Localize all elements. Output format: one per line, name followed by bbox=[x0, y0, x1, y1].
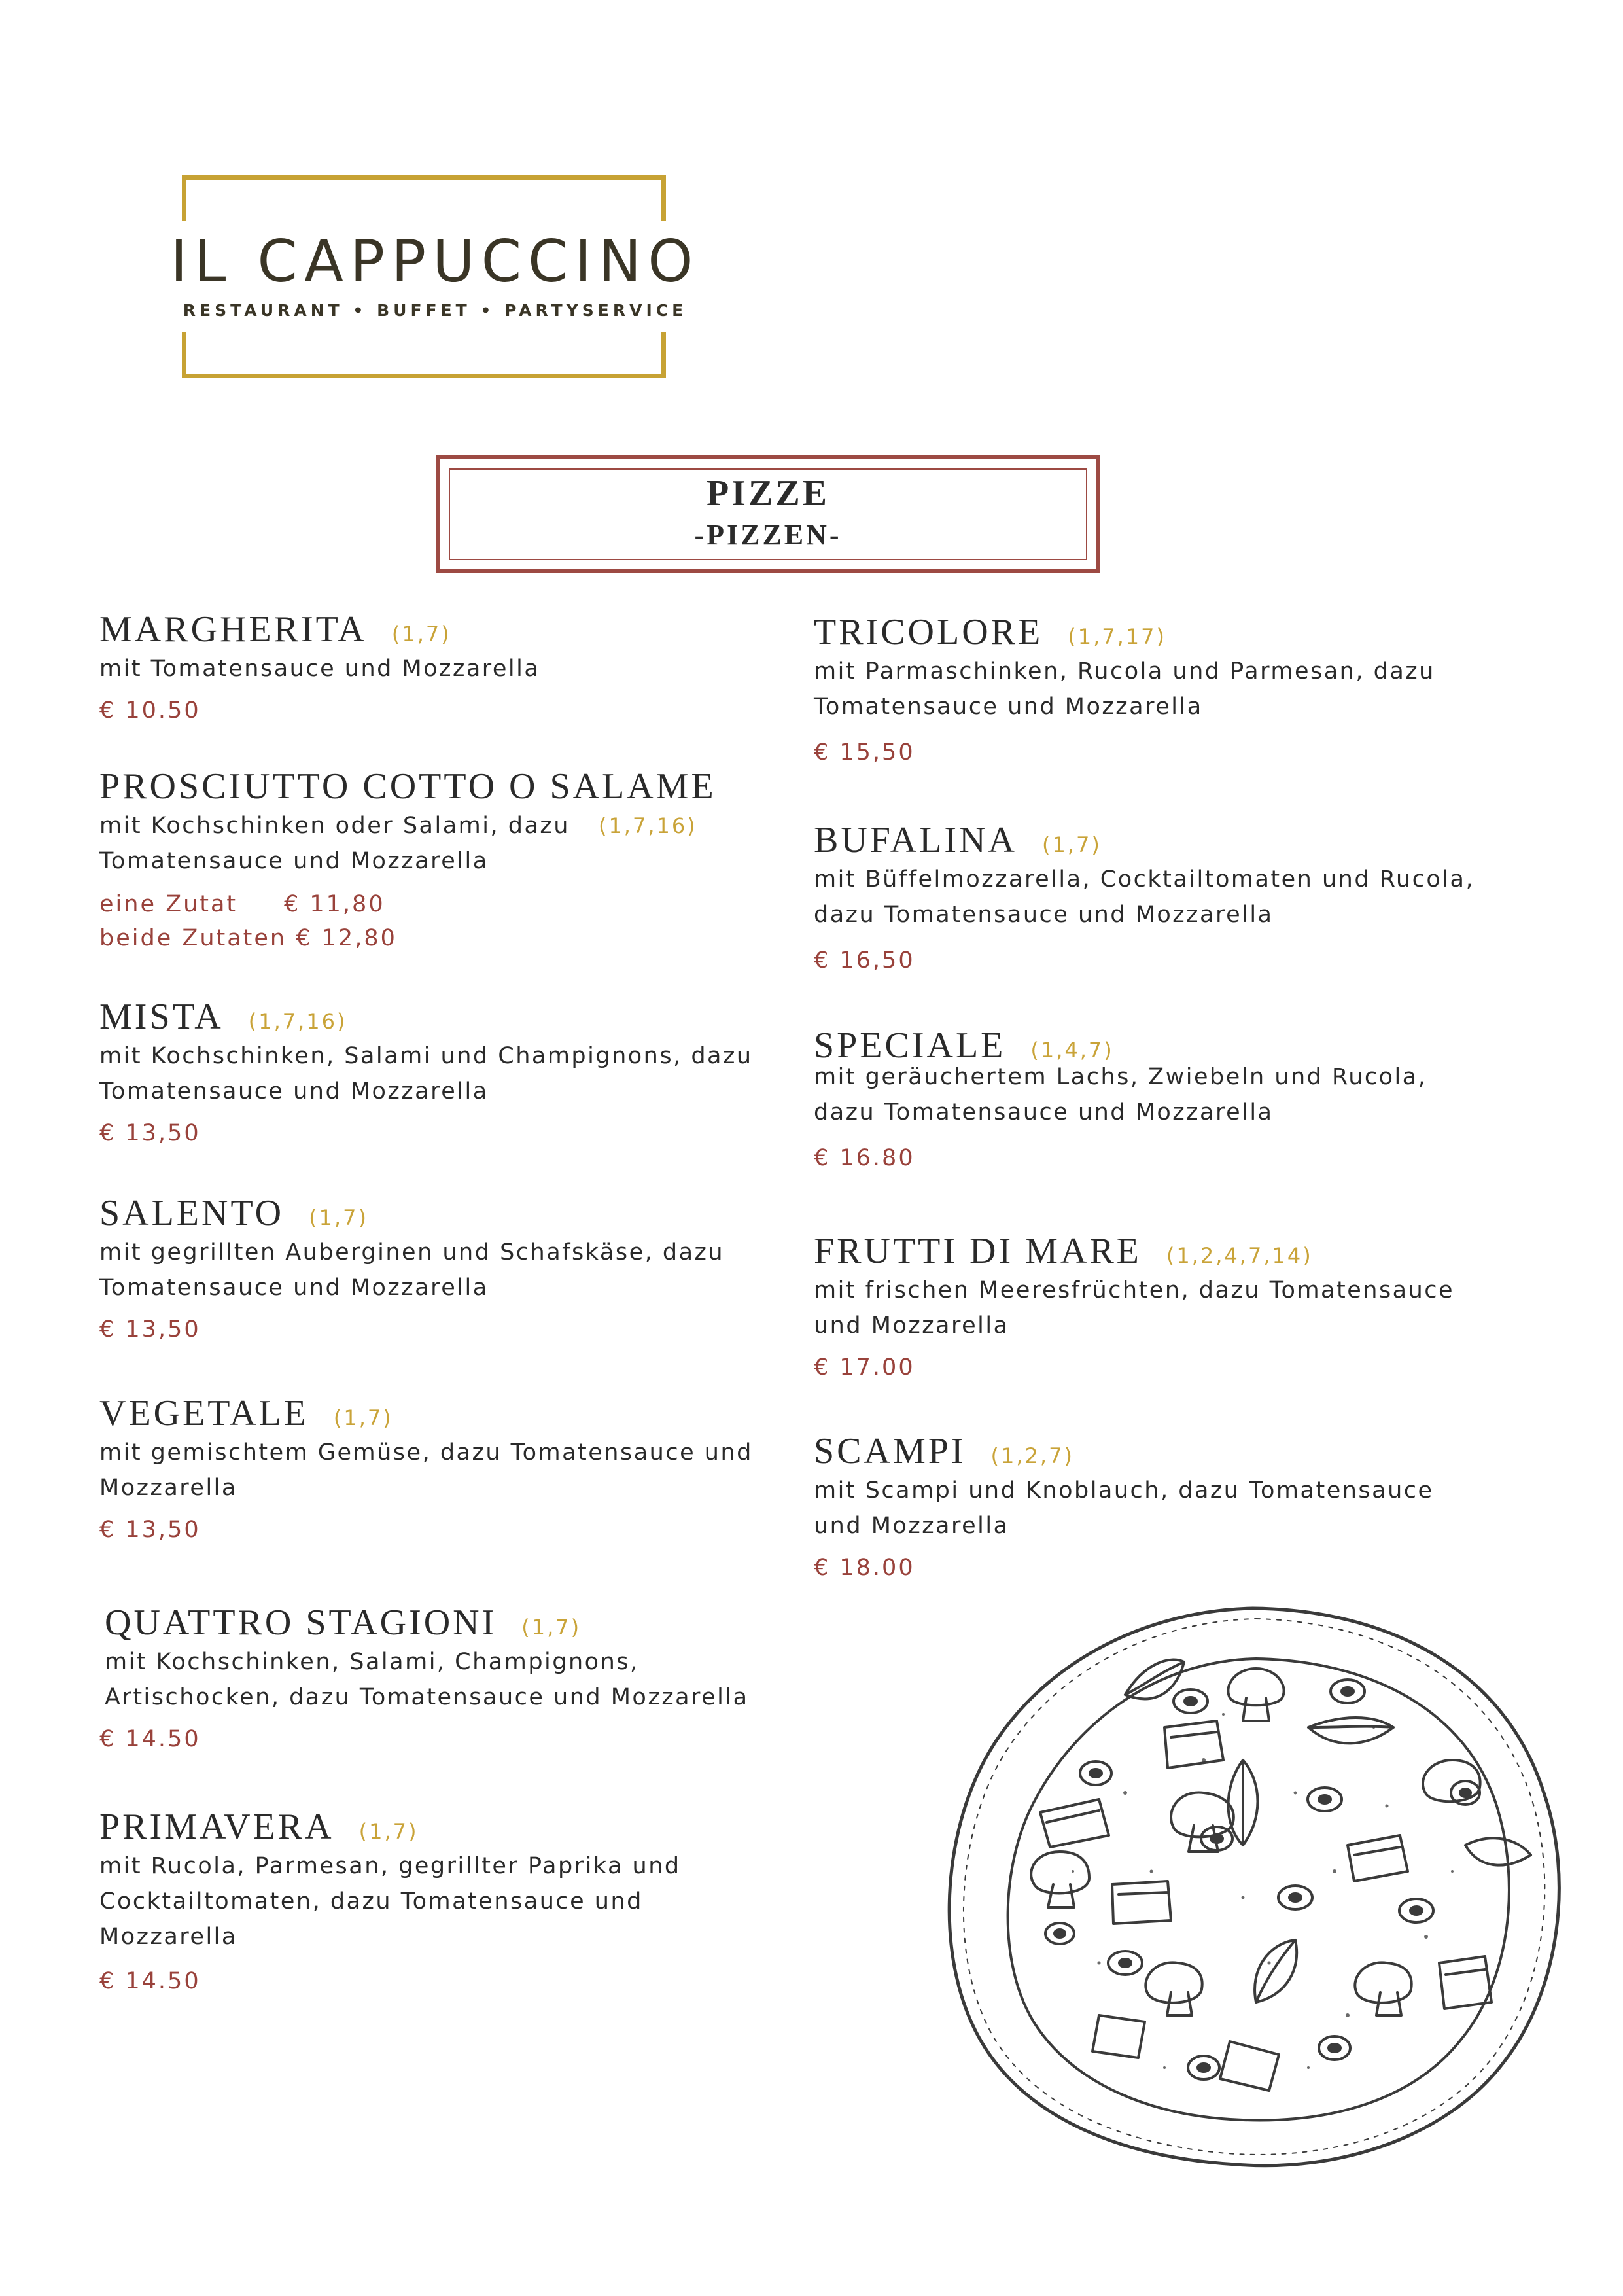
item-description: mit gegrillten Auberginen und Schafskäse, dazu bbox=[99, 1239, 725, 1265]
item-name: PRIMAVERA bbox=[99, 1807, 334, 1847]
section-subtitle: -PIZZEN- bbox=[694, 519, 842, 551]
menu-item-tricolore bbox=[814, 611, 1435, 766]
item-name: FRUTTI DI MARE bbox=[814, 1231, 1142, 1271]
item-description: mit Scampi und Knoblauch, dazu Tomatensauce bbox=[814, 1477, 1434, 1504]
item-name: MARGHERITA bbox=[99, 609, 367, 650]
item-description: und Mozzarella bbox=[814, 1513, 1009, 1539]
pizza-illustration bbox=[929, 1597, 1577, 2179]
logo-frame-bottom bbox=[182, 332, 666, 378]
item-description: mit Kochschinken, Salami, Champignons, bbox=[105, 1649, 639, 1675]
item-allergens: (1,7,16) bbox=[598, 813, 697, 838]
item-price: € 15,50 bbox=[814, 739, 915, 766]
item-name: MISTA bbox=[99, 997, 224, 1037]
item-allergens: (1,7) bbox=[521, 1615, 582, 1640]
logo-name: IL CAPPUCCINO bbox=[170, 228, 700, 295]
item-name: PROSCIUTTO COTTO O SALAME bbox=[99, 766, 716, 807]
item-description: mit Kochschinken oder Salami, dazu (1,7,16) bbox=[99, 813, 697, 839]
item-allergens: (1,7) bbox=[309, 1205, 368, 1230]
price-option-value: € 11,80 bbox=[284, 891, 385, 917]
menu-item-vegetale bbox=[99, 1392, 753, 1543]
item-name: TRICOLORE bbox=[814, 612, 1043, 652]
price-option bbox=[99, 921, 716, 955]
item-description: Tomatensauce und Mozzarella bbox=[99, 848, 489, 874]
item-description: mit Kochschinken, Salami und Champignons, dazu bbox=[99, 1043, 753, 1069]
item-allergens: (1,7) bbox=[333, 1405, 393, 1430]
item-allergens: (1,7,16) bbox=[248, 1009, 347, 1034]
menu-item-mista bbox=[99, 996, 753, 1146]
menu-item-frutti-di-mare bbox=[814, 1230, 1454, 1381]
item-description: mit geräuchertem Lachs, Zwiebeln und Rucola, bbox=[814, 1064, 1427, 1090]
item-allergens: (1,2,4,7,14) bbox=[1166, 1243, 1313, 1268]
item-description: Tomatensauce und Mozzarella bbox=[814, 694, 1203, 720]
price-option-label: beide Zutaten bbox=[99, 925, 287, 951]
item-allergens: (1,4,7) bbox=[1030, 1038, 1114, 1063]
item-name: QUATTRO STAGIONI bbox=[105, 1602, 497, 1643]
logo bbox=[157, 170, 713, 393]
item-description: mit Parmaschinken, Rucola und Parmesan, dazu bbox=[814, 658, 1435, 684]
price-option-label: eine Zutat bbox=[99, 891, 238, 917]
item-allergens: (1,7,17) bbox=[1068, 624, 1166, 649]
section-title: PIZZE bbox=[706, 473, 830, 514]
item-name: VEGETALE bbox=[99, 1393, 309, 1434]
menu-item-margherita bbox=[99, 609, 540, 724]
item-price: € 16.80 bbox=[814, 1145, 915, 1171]
menu-item-speciale bbox=[814, 1025, 1427, 1171]
item-description: mit Büffelmozzarella, Cocktailtomaten und Rucola, bbox=[814, 866, 1475, 892]
menu-item-bufalina bbox=[814, 819, 1475, 974]
item-allergens: (1,7) bbox=[391, 622, 451, 646]
item-description: und Mozzarella bbox=[814, 1313, 1009, 1339]
section-header bbox=[436, 455, 1100, 573]
item-description: Tomatensauce und Mozzarella bbox=[99, 1275, 489, 1301]
item-description: Tomatensauce und Mozzarella bbox=[99, 1078, 489, 1104]
item-name: SALENTO bbox=[99, 1193, 285, 1233]
item-price: € 14.50 bbox=[99, 1968, 201, 1994]
item-description: mit Rucola, Parmesan, gegrillter Paprika und bbox=[99, 1853, 681, 1879]
item-price: € 13,50 bbox=[99, 1120, 201, 1146]
item-description: mit Tomatensauce und Mozzarella bbox=[99, 656, 540, 682]
item-allergens: (1,7) bbox=[1041, 832, 1102, 857]
item-description: mit gemischtem Gemüse, dazu Tomatensauce und bbox=[99, 1439, 753, 1466]
item-description: Artischocken, dazu Tomatensauce und Mozzarella bbox=[105, 1684, 749, 1710]
item-allergens: (1,2,7) bbox=[990, 1443, 1074, 1468]
item-price: € 13,50 bbox=[99, 1316, 201, 1343]
pizza-sketch-icon bbox=[929, 1597, 1577, 2179]
item-price: € 17.00 bbox=[814, 1354, 915, 1381]
item-price: € 13,50 bbox=[99, 1517, 201, 1543]
logo-frame-top bbox=[182, 175, 666, 221]
item-description: Mozzarella bbox=[99, 1924, 237, 1950]
item-description: Mozzarella bbox=[99, 1475, 237, 1501]
menu-item-prosciutto bbox=[99, 766, 716, 955]
item-name: BUFALINA bbox=[814, 820, 1017, 860]
item-name: SPECIALE bbox=[814, 1025, 1006, 1066]
price-option bbox=[99, 887, 716, 921]
item-description: dazu Tomatensauce und Mozzarella bbox=[814, 1099, 1274, 1125]
item-price: € 16,50 bbox=[814, 947, 915, 974]
menu-item-scampi bbox=[814, 1430, 1434, 1581]
price-option-value: € 12,80 bbox=[296, 925, 397, 951]
item-allergens: (1,7) bbox=[358, 1819, 419, 1844]
item-price: € 10.50 bbox=[99, 698, 201, 724]
logo-tagline: RESTAURANT • BUFFET • PARTYSERVICE bbox=[183, 301, 688, 320]
item-name: SCAMPI bbox=[814, 1431, 966, 1472]
item-price: € 18.00 bbox=[814, 1555, 915, 1581]
item-description: mit frischen Meeresfrüchten, dazu Tomatensauce bbox=[814, 1277, 1455, 1303]
menu-item-primavera bbox=[99, 1806, 681, 1994]
menu-item-salento bbox=[99, 1192, 724, 1343]
menu-item-quattro-stagioni bbox=[99, 1602, 749, 1752]
item-description: dazu Tomatensauce und Mozzarella bbox=[814, 902, 1274, 928]
item-description: Cocktailtomaten, dazu Tomatensauce und bbox=[99, 1888, 643, 1915]
item-price: € 14.50 bbox=[99, 1726, 201, 1752]
